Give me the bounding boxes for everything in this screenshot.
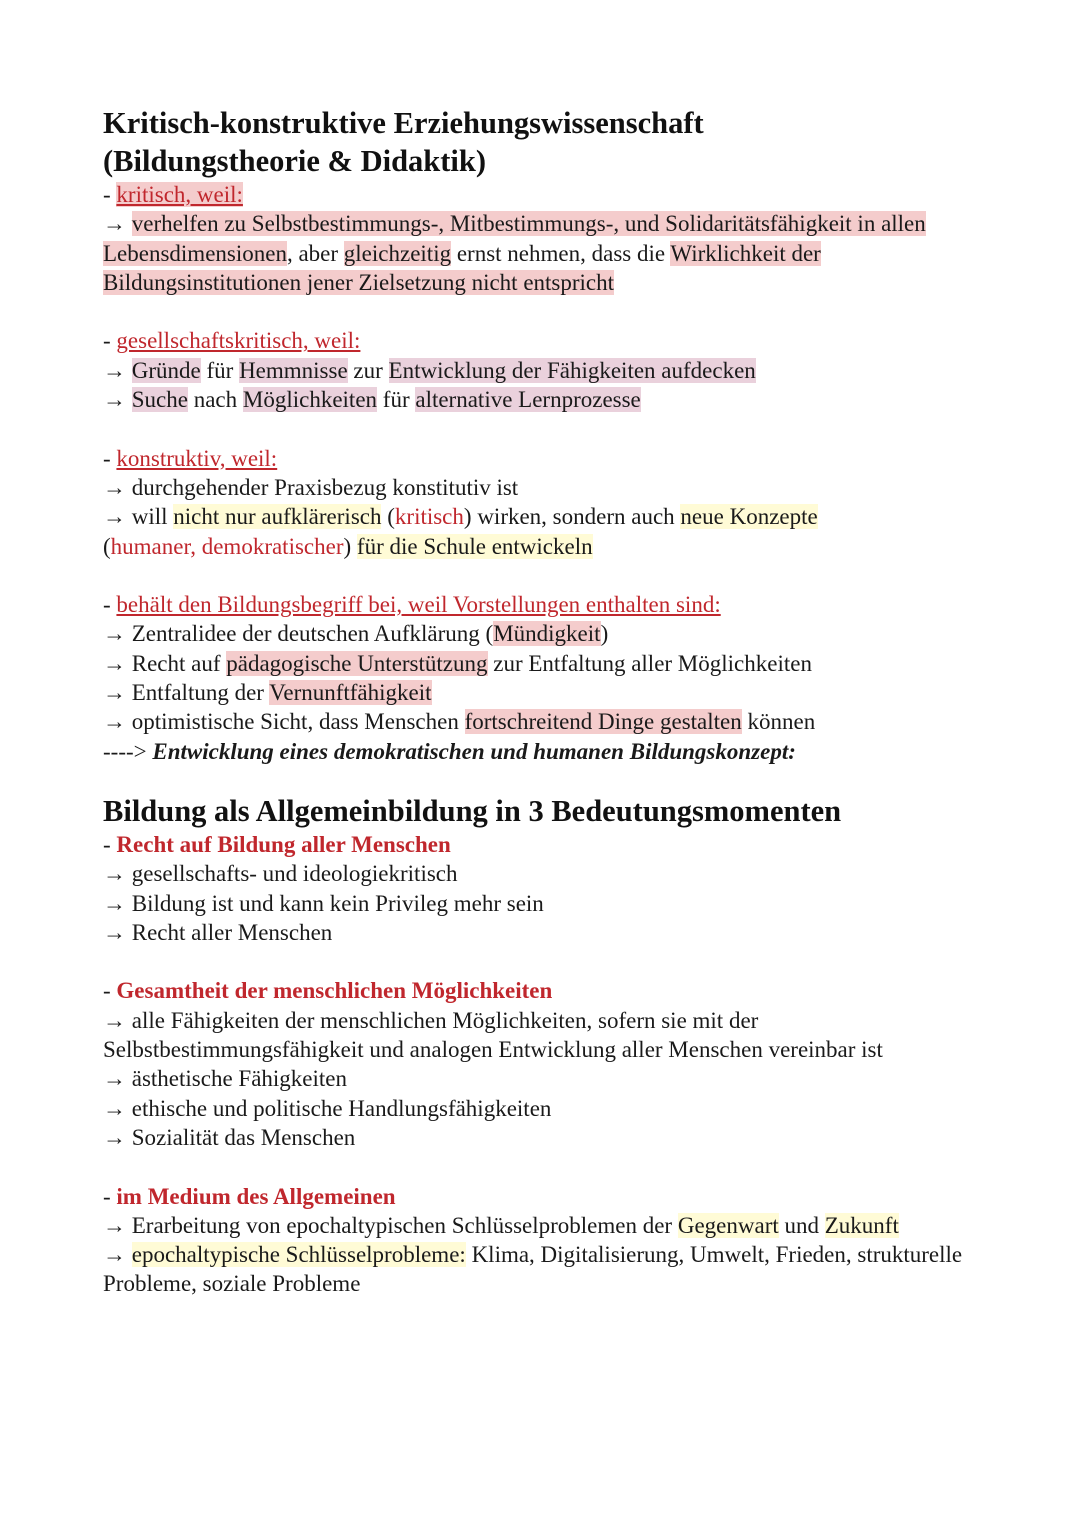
konstruktiv-point-2-cont: (humaner, demokratischer) für die Schule entwickeln bbox=[103, 533, 593, 559]
medium-point-2: → epochaltypische Schlüsselprobleme: Klima, Digitalisierung, Umwelt, Frieden, strukturelle Probleme, soziale Probleme bbox=[103, 1242, 963, 1297]
gesamtheit-point-2: → ästhetische Fähigkeiten bbox=[103, 1066, 347, 1092]
recht-point-2: → Bildung ist und kann kein Privileg mehr sein bbox=[103, 890, 544, 916]
konstruktiv-point-1: → durchgehender Praxisbezug konstitutiv ist bbox=[103, 474, 519, 500]
medium-point-1: → Erarbeitung von epochaltypischen Schlüsselproblemen der Gegenwart und Zukunft bbox=[103, 1212, 899, 1238]
gesamtheit-point-4: → Sozialität das Menschen bbox=[103, 1124, 356, 1150]
bildungsbegriff-point-3: → Entfaltung der Vernunftfähigkeit bbox=[103, 680, 432, 706]
gesamtheit-point-3: → ethische und politische Handlungsfähigkeiten bbox=[103, 1095, 552, 1121]
medium-heading: - im Medium des Allgemeinen bbox=[103, 1183, 396, 1209]
kritisch-point: → verhelfen zu Selbstbestimmungs-, Mitbestimmungs-, und Solidaritätsfähigkeit in allen Lebensdimensionen, aber gleichzeitig ernst nehmen, dass die Wirklichkeit der Bildungsinstitutionen jener Zielsetzung nicht entspricht bbox=[103, 211, 926, 295]
bildungsbegriff-heading: - behält den Bildungsbegriff bei, weil Vorstellungen enthalten sind: bbox=[103, 592, 721, 618]
gesellschaftskritisch-heading: - gesellschaftskritisch, weil: bbox=[103, 328, 361, 354]
document-content bbox=[103, 104, 1003, 1299]
document-title: Kritisch-konstruktive Erziehungswissenschaft (Bildungstheorie & Didaktik) bbox=[103, 106, 704, 178]
section2-title: Bildung als Allgemeinbildung in 3 Bedeutungsmomenten bbox=[103, 793, 842, 828]
bildungsbegriff-point-4: → optimistische Sicht, dass Menschen fortschreitend Dinge gestalten können bbox=[103, 709, 816, 735]
konstruktiv-point-2: → will nicht nur aufklärerisch (kritisch) wirken, sondern auch neue Konzepte bbox=[103, 504, 818, 530]
gesellschaftskritisch-point-1: → Gründe für Hemmnisse zur Entwicklung der Fähigkeiten aufdecken bbox=[103, 357, 756, 383]
recht-point-1: → gesellschafts- und ideologiekritisch bbox=[103, 861, 458, 887]
bildungsbegriff-point-1: → Zentralidee der deutschen Aufklärung (Mündigkeit) bbox=[103, 621, 609, 647]
gesamtheit-heading: - Gesamtheit der menschlichen Möglichkeiten bbox=[103, 978, 553, 1004]
bildungsbegriff-conclusion: ----> Entwicklung eines demokratischen und humanen Bildungskonzept: bbox=[103, 738, 796, 764]
recht-heading: - Recht auf Bildung aller Menschen bbox=[103, 831, 451, 857]
gesamtheit-point-1: → alle Fähigkeiten der menschlichen Möglichkeiten, sofern sie mit der Selbstbestimmungsfähigkeit und analogen Entwicklung aller Menschen vereinbar ist bbox=[103, 1007, 883, 1063]
bildungsbegriff-point-2: → Recht auf pädagogische Unterstützung zur Entfaltung aller Möglichkeiten bbox=[103, 650, 812, 676]
recht-point-3: → Recht aller Menschen bbox=[103, 919, 333, 945]
konstruktiv-heading: - konstruktiv, weil: bbox=[103, 445, 278, 471]
gesellschaftskritisch-point-2: → Suche nach Möglichkeiten für alternative Lernprozesse bbox=[103, 387, 641, 413]
kritisch-heading: - kritisch, weil: bbox=[103, 182, 243, 207]
